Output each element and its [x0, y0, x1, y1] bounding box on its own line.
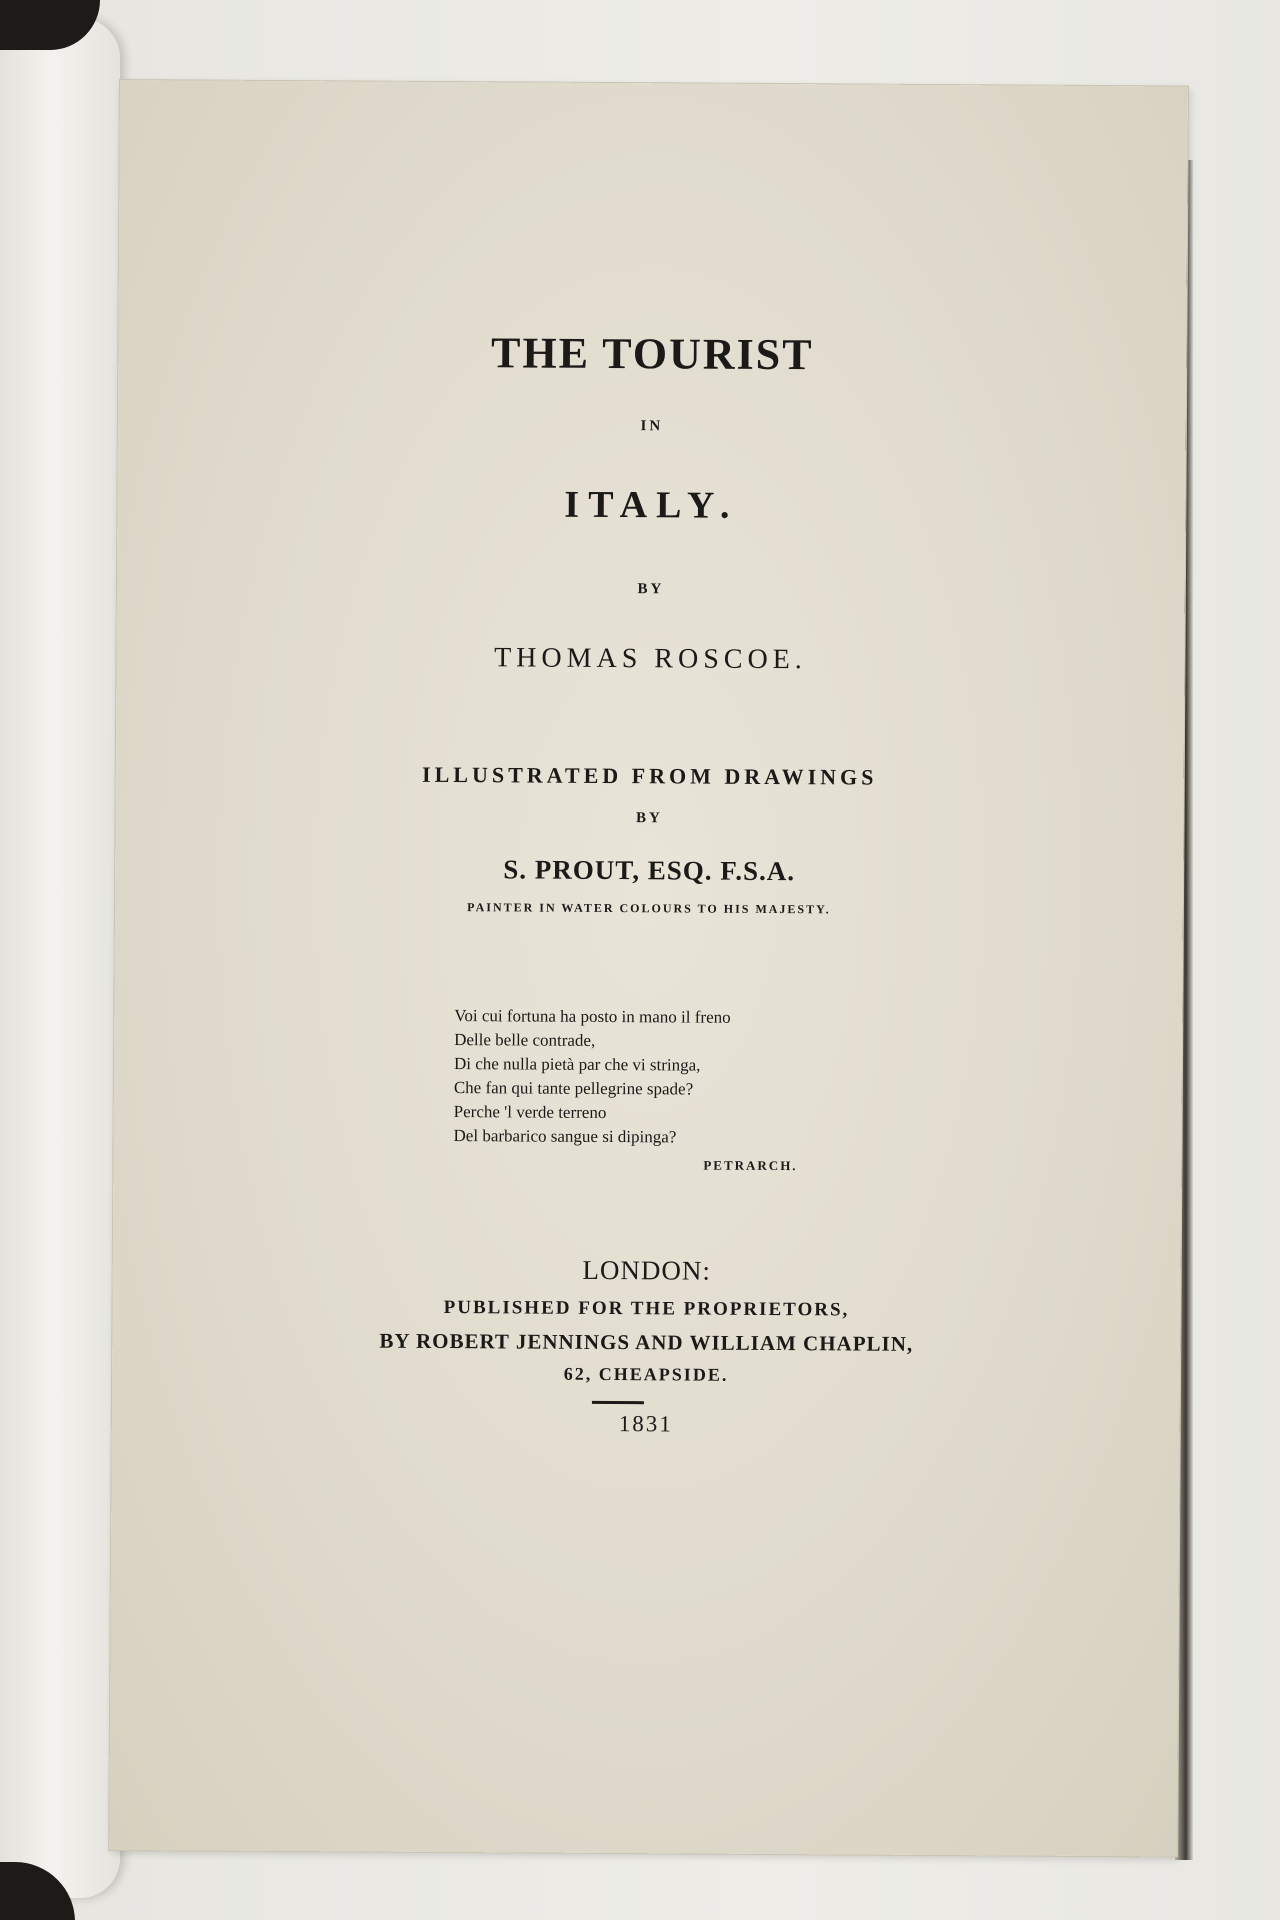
epigraph-line: Che fan qui tante pellegrine spade?: [453, 1078, 694, 1099]
epigraph: [453, 1004, 854, 1150]
epigraph-line: Del barbarico sangue si dipinga?: [453, 1126, 677, 1147]
by-word-author: BY: [637, 581, 665, 598]
author-name: THOMAS ROSCOE.: [494, 642, 807, 676]
epigraph-line: Voi cui fortuna ha posto in mano il freno: [454, 1006, 731, 1027]
book-title: THE TOURIST: [490, 328, 814, 380]
imprint-line-3: 62, CHEAPSIDE.: [563, 1363, 729, 1385]
epigraph-line: Delle belle contrade,: [454, 1030, 596, 1050]
publication-year: 1831: [618, 1411, 673, 1437]
by-word-artist: BY: [636, 810, 663, 827]
title-page: [109, 80, 1188, 1856]
book-subtitle: ITALY.: [564, 483, 739, 527]
epigraph-line: Perche 'l verde terreno: [453, 1102, 607, 1122]
epigraph-attribution: PETRARCH.: [703, 1157, 798, 1174]
imprint-rule: [592, 1401, 644, 1404]
illustrated-line: ILLUSTRATED FROM DRAWINGS: [422, 761, 878, 790]
artist-title: PAINTER IN WATER COLOURS TO HIS MAJESTY.: [467, 900, 831, 917]
imprint-line-2: BY ROBERT JENNINGS AND WILLIAM CHAPLIN,: [379, 1328, 914, 1356]
epigraph-line: Di che nulla pietà par che vi stringa,: [453, 1054, 701, 1075]
imprint-city: LONDON:: [582, 1254, 712, 1286]
artist-name: S. PROUT, ESQ. F.S.A.: [503, 854, 796, 887]
facing-page-edge: [0, 18, 120, 1898]
imprint-line-1: PUBLISHED FOR THE PROPRIETORS,: [443, 1297, 850, 1321]
in-word: IN: [640, 418, 664, 435]
